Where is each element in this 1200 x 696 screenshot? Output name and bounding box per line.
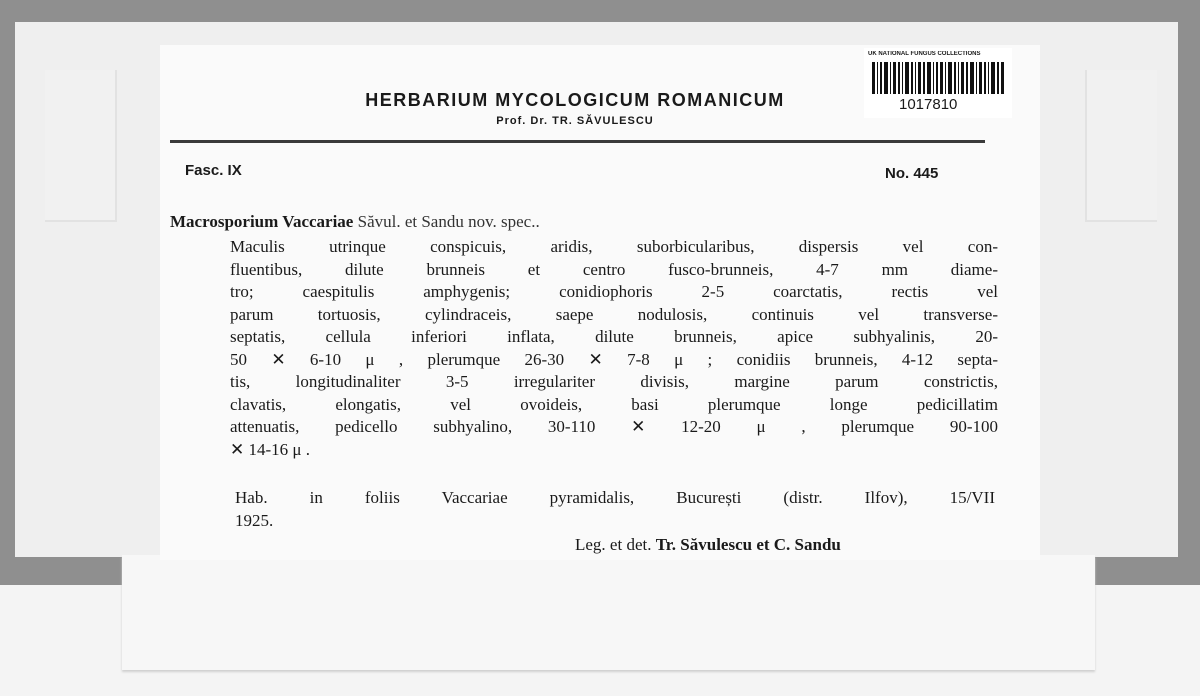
description-line: fluentibus, dilute brunneis et centro fusco-brunneis, 4-7 mm diame- [230, 259, 998, 279]
description-line: attenuatis, pedicello subhyalino, 30-110 ✕ 12-20 μ , plerumque 90-100 [230, 417, 998, 436]
description-line: ✕ 14-16 μ . [230, 439, 311, 459]
barcode-caption: UK NATIONAL FUNGUS COLLECTIONS [868, 51, 981, 57]
envelope-flap-right [1085, 70, 1157, 222]
description-line: septatis, cellula inferiori inflata, dilute brunneis, apice subhyalinis, 20- [230, 327, 998, 346]
envelope-flap-left [45, 70, 117, 222]
label-lower-sheet [122, 555, 1095, 670]
species-description [230, 236, 998, 461]
collector-line [575, 535, 841, 555]
description-line: tro; caespitulis amphygenis; conidiophoris 2-5 coarctatis, rectis vel [230, 282, 998, 301]
description-line: clavatis, elongatis, vel ovoideis, basi plerumque longe pedicillatim [230, 394, 998, 414]
description-line: parum tortuosis, cylindraceis, saepe nodulosis, continuis vel transverse- [230, 304, 998, 324]
fascicle-label: Fasc. IX [185, 162, 242, 179]
header-rule [170, 140, 985, 143]
description-line: tis, longitudinaliter 3-5 irregulariter divisis, margine parum constrictis, [230, 372, 998, 391]
herbarium-curator: Prof. Dr. TR. SĂVULESCU [496, 115, 654, 127]
description-line: 50 ✕ 6-10 μ , plerumque 26-30 ✕ 7-8 μ ; conidiis brunneis, 4-12 septa- [230, 349, 998, 369]
barcode-sticker [864, 48, 1012, 118]
description-line: Maculis utrinque conspicuis, aridis, suborbicularibus, dispersis vel con- [230, 237, 998, 256]
habitat-text [235, 487, 995, 532]
barcode-icon [872, 62, 1004, 94]
species-authority: Săvul. et Sandu nov. spec.. [357, 212, 540, 231]
barcode-number: 1017810 [899, 96, 958, 113]
habitat-line: 1925. [235, 510, 274, 530]
habitat-line: Hab. in foliis Vaccariae pyramidalis, București (distr. Ilfov), 15/VII [235, 488, 995, 507]
herbarium-title: HERBARIUM MYCOLOGICUM ROMANICUM [365, 90, 785, 110]
collector-names: Tr. Săvulescu et C. Sandu [655, 535, 841, 554]
species-name: Macrosporium Vaccariae [170, 212, 354, 231]
species-line [170, 212, 540, 232]
collector-prefix: Leg. et det. [575, 535, 652, 554]
specimen-number: No. 445 [885, 165, 939, 182]
